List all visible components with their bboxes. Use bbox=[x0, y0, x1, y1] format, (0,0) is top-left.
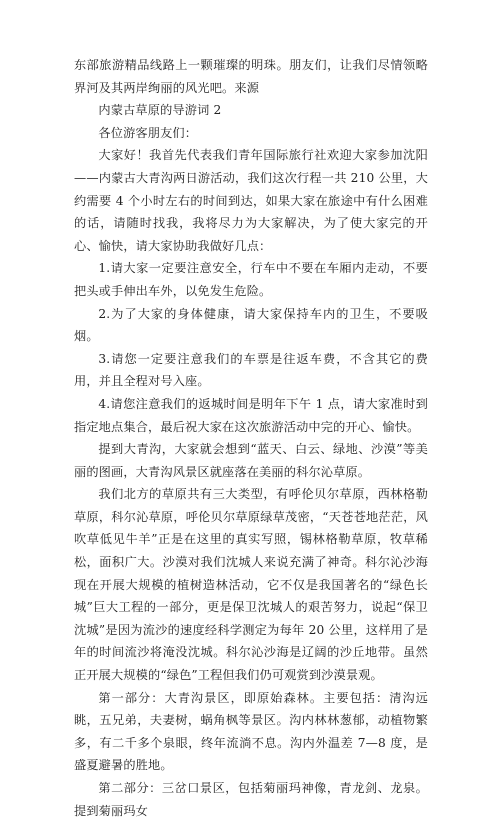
paragraph-rule-1: 1.请大家一定要注意安全，行车中不要在车厢内走动，不要把头或手伸出车外，以免发生危险。 bbox=[74, 261, 428, 298]
paragraph-rule-4: 4.请您注意我们的返城时间是明年下午 1 点，请大家准时到指定地点集合，最后祝大家在这次旅游活动中完的开心、愉快。 bbox=[74, 396, 428, 434]
paragraph-part-one: 第一部分：大青沟景区，即原始森林。主要包括：清沟远眺，五兄弟，夫妻树，蜗角枫等景区。沟内林林葱郁，动植物繁多，有二千多个泉眼，终年流淌不息。沟内外温差 7—8 度，是盛夏避暑的胜地。 bbox=[74, 690, 428, 773]
paragraph-rule-3: 3.请您一定要注意我们的车票是往返车费，不含其它的费用，并且全程对号入座。 bbox=[74, 351, 428, 389]
paragraph-grassland-types: 我们北方的草原共有三大类型，有呼伦贝尔草原，西林格勒草原，科尔沁草原，呼伦贝尔草原绿草茂密，“天苍苍地茫茫，风吹草低见牛羊”正是在这里的真实写照，锡林格勒草原，牧草稀松，面积广大。沙漠对我们沈城人来说充满了神奇。科尔沁沙海现在开展大规模的植树造林活动，它不仅是我国著名的“绿色长城”巨大工程的一部分，更是保卫沈城人的艰苦努力，说起“保卫沈城”是因为流沙的速度经科学测定为每年 20 公里，这样用了是年的时间流沙将淹没沈城。科尔沁沙海是辽阔的沙丘地带。虽然正开展大规模的“绿色”工程但我们仍可观赏到沙漠景观。 bbox=[74, 487, 428, 683]
paragraph-rule-2: 2.为了大家的身体健康，请大家保持车内的卫生，不要吸烟。 bbox=[74, 306, 428, 344]
paragraph-part-two: 第二部分：三岔口景区，包括菊丽玛神像，青龙剑、龙泉。提到菊丽玛女 bbox=[74, 781, 428, 818]
greeting: 各位游客朋友们： bbox=[98, 125, 198, 140]
paragraph-welcome: 大家好！我首先代表我们青年国际旅行社欢迎大家参加沈阳——内蒙古大青沟两日游活动，我们这次行程一共 210 公里，大约需要 4 个小时左右的时间到达，如果大家在旅途中有什么困难的话，请随时找我，我将尽力为大家解决，为了使大家完的开心、愉快，请大家协助我做好几点： bbox=[74, 148, 428, 253]
intro-paragraph: 东部旅游精品线路上一颗璀璨的明珠。朋友们，让我们尽情领略界河及其两岸绚丽的风光吧。来源 bbox=[74, 58, 428, 95]
section-title: 内蒙古草原的导游词 2 bbox=[98, 103, 222, 118]
paragraph-daqinggou-intro: 提到大青沟，大家就会想到“蓝天、白云、绿地、沙漠”等美丽的图画，大青沟风景区就座落在美丽的科尔沁草原。 bbox=[74, 442, 428, 479]
